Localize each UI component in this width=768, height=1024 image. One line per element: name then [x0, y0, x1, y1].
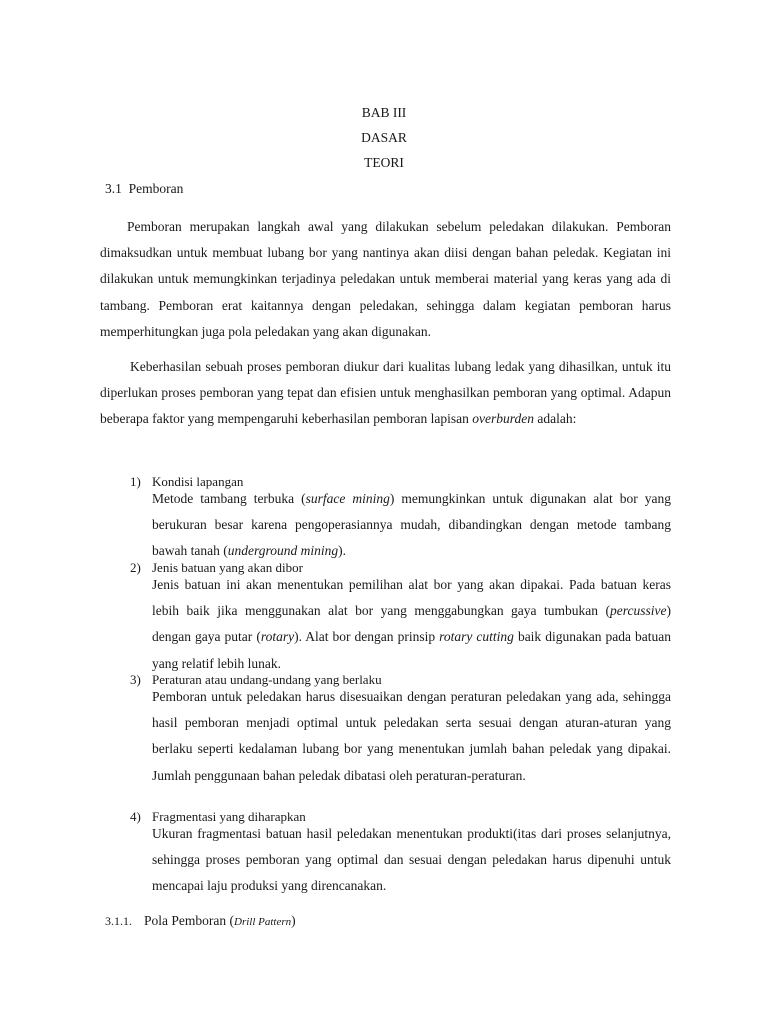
chapter-title-line-2: TEORI	[364, 155, 404, 170]
list-item-3-body: Pemboran untuk peledakan harus disesuaikan dengan peraturan peledakan yang ada, sehingga hasil pemboran menjadi optimal untuk peledakan serta sesuai dengan aturan-aturan yang berlaku seperti kedalaman lubang bor yang menentukan jumlah bahan peledak yang dipakai. Jumlah penggunaan bahan peledak dibatasi oleh peraturan-peraturan.	[152, 689, 671, 783]
list-item-1-text-a: Metode tambang terbuka (	[152, 491, 306, 506]
list-item-2-italic-c: rotary cutting	[439, 629, 514, 645]
paragraph-2-italic: overburden	[472, 411, 534, 427]
paragraph-2	[100, 354, 671, 433]
list-item-4-title: Fragmentasi yang diharapkan	[152, 809, 306, 824]
list-item-1-title: Kondisi lapangan	[152, 474, 244, 489]
list-item-4-number: 4)	[130, 809, 141, 824]
list-item-1-body	[152, 486, 671, 565]
list-item-2-italic-b: rotary	[260, 629, 295, 645]
list-item-3-title: Peraturan atau undang-undang yang berlaku	[152, 672, 382, 687]
section-number: 3.1	[105, 181, 122, 196]
chapter-title-line-1: DASAR	[361, 130, 407, 145]
list-item-2-text-b: ) dengan gaya putar (	[152, 603, 671, 645]
paragraph-2-text: Keberhasilan sebuah proses pemboran diukur dari kualitas lubang ledak yang dihasilkan, untuk itu diperlukan proses pemboran yang tepat dan efisien untuk menghasilkan pemboran yang optimal. Adapun beberapa faktor yang mempengaruhi keberhasilan pemboran lapisan	[100, 359, 671, 427]
list-item-1-text-c: ).	[338, 543, 346, 559]
section-heading	[105, 181, 183, 197]
paragraph-1: Pemboran merupakan langkah awal yang dilakukan sebelum peledakan dilakukan. Pemboran dimaksudkan untuk membuat lubang bor yang nantinya akan diisi dengan bahan peledak. Kegiatan ini dilakukan untuk memungkinkan terjadinya peledakan untuk memberai material yang keras yang ada di tambang. Pemboran erat kaitannya dengan peledakan, sehingga dalam kegiatan pemboran harus memperhitungkan juga pola peledakan yang akan digunakan.	[100, 219, 671, 339]
list-item-1-italic-a: surface mining	[305, 491, 390, 506]
subsection-title-italic: Drill Pattern	[234, 916, 292, 928]
list-item-1-text-b: ) memungkinkan untuk digunakan alat bor yang berukuran besar karena pengoperasiannya mudah, dibandingkan dengan metode tambang bawah tanah (	[152, 491, 671, 559]
list-item-2-title: Jenis batuan yang akan dibor	[152, 560, 303, 575]
list-item-1-italic-b: underground mining	[227, 543, 339, 559]
list-item-2-italic-a: percussive	[610, 603, 667, 619]
subsection-title	[144, 913, 296, 929]
list-item-2-number: 2)	[130, 560, 141, 575]
list-item-2-text-c: ). Alat bor dengan prinsip	[294, 629, 440, 645]
list-item-2-text-a: Jenis batuan ini akan menentukan pemilihan alat bor yang akan dipakai. Pada batuan keras lebih baik jika menggunakan alat bor yang menggabungkan gaya tumbukan (	[152, 577, 671, 619]
list-item-4-body: Ukuran fragmentasi batuan hasil peledakan menentukan produkti(itas dari proses selanjutnya, sehingga proses pemboran yang optimal dan sesuai dengan peledakan harus dipenuhi untuk mencapai laju produksi yang direncanakan.	[152, 826, 671, 894]
list-item-2-text-d: baik digunakan pada batuan yang relatif lebih lunak.	[152, 629, 672, 671]
chapter-label: BAB III	[361, 105, 407, 120]
list-item-2-body	[152, 572, 671, 677]
list-item-1-number: 1)	[130, 474, 141, 489]
subsection-number: 3.1.1.	[105, 914, 132, 928]
section-title: Pemboran	[128, 181, 184, 196]
paragraph-2-end: adalah:	[537, 411, 577, 427]
subsection-title-text: Pola Pemboran (	[144, 913, 234, 928]
list-item-3-number: 3)	[130, 672, 141, 687]
subsection-title-close: )	[291, 913, 296, 928]
